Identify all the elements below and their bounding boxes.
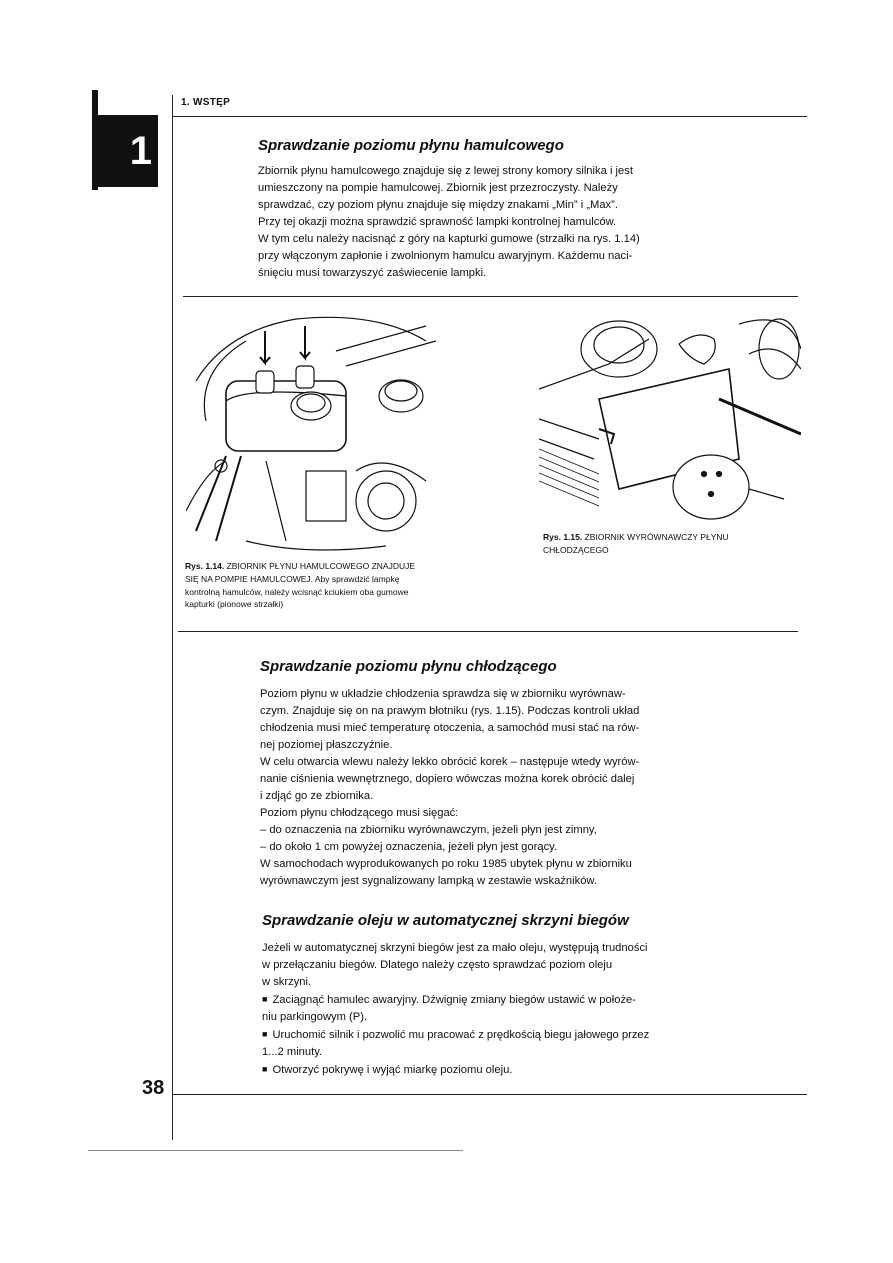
text-line: umieszczony na pompie hamulcowej. Zbiornik jest przezroczysty. Należy bbox=[258, 182, 618, 194]
text-line: w skrzyni. bbox=[262, 976, 312, 988]
text-line: czym. Znajduje się on na prawym błotniku (rys. 1.15). Podczas kontroli układ bbox=[260, 705, 640, 717]
text-line: ■ Otworzyć pokrywę i wyjąć miarkę poziomu oleju. bbox=[262, 1061, 726, 1079]
section-title-coolant: Sprawdzanie poziomu płynu chłodzącego bbox=[260, 658, 557, 675]
running-head: 1. WSTĘP bbox=[181, 97, 231, 108]
text-line: W samochodach wyprodukowanych po roku 1985 ubytek płynu w zbiorniku bbox=[260, 858, 632, 870]
text-line: ■ Uruchomić silnik i pozwolić mu pracować z prędkością biegu jałowego przez bbox=[262, 1026, 726, 1044]
text-line: nej poziomej płaszczyźnie. bbox=[260, 739, 393, 751]
coolant-text bbox=[260, 686, 726, 890]
brake-fluid-text bbox=[258, 163, 724, 282]
text-line: sprawdzać, czy poziom płynu znajduje się między znakami „Min” i „Max”. bbox=[258, 199, 618, 211]
text-line: i zdjąć go ze zbiornika. bbox=[260, 790, 374, 802]
text-line: przy włączonym zapłonie i zwolnionym hamulcu awaryjnym. Każdemu naci- bbox=[258, 250, 633, 262]
caption-lead: Rys. 1.14. bbox=[185, 561, 225, 571]
bottom-trim-rule bbox=[88, 1150, 463, 1151]
figure-caption-1-14 bbox=[185, 560, 475, 611]
caption-line bbox=[543, 531, 783, 544]
chapter-number: 1 bbox=[129, 128, 152, 173]
text-line: śnięciu musi towarzyszyć zaświecenie lampki. bbox=[258, 267, 487, 279]
header-rule bbox=[172, 116, 807, 117]
section-title-automatic-gearbox-oil: Sprawdzanie oleju w automatycznej skrzyni biegów bbox=[262, 912, 629, 929]
text-line: Poziom płynu w układzie chłodzenia sprawdza się w zbiorniku wyrównaw- bbox=[260, 688, 626, 700]
caption-line bbox=[185, 560, 475, 573]
list-item bbox=[262, 1026, 726, 1061]
caption-text: ZBIORNIK PŁYNU HAMULCOWEGO ZNAJDUJE bbox=[226, 561, 416, 571]
caption-lead: Rys. 1.15. bbox=[543, 532, 583, 542]
figure-caption-1-15 bbox=[543, 531, 783, 557]
figures-bottom-rule bbox=[178, 631, 798, 632]
text-line: – do oznaczenia na zbiorniku wyrównawczym, jeżeli płyn jest zimny, bbox=[260, 824, 597, 836]
footer-rule bbox=[172, 1094, 807, 1095]
brake-reservoir-illustration bbox=[185, 310, 459, 557]
text-line: wyrównawczym jest sygnalizowany lampką w zestawie wskaźników. bbox=[260, 875, 597, 887]
left-margin-rule bbox=[172, 95, 173, 1140]
text-line: Zbiornik płynu hamulcowego znajduje się z lewej strony komory silnika i jest bbox=[258, 165, 633, 177]
caption-line: kontrolną hamulców, należy wcisnąć kciukiem oba gumowe bbox=[185, 586, 409, 597]
text-line: W tym celu należy nacisnąć z góry na kapturki gumowe (strzałki na rys. 1.14) bbox=[258, 233, 640, 245]
caption-text: ZBIORNIK WYRÓWNAWCZY PŁYNU bbox=[584, 532, 729, 542]
coolant-reservoir-illustration bbox=[538, 308, 802, 525]
caption-line: kapturki (pionowe strzałki) bbox=[185, 599, 284, 610]
text-line: ■ Zaciągnąć hamulec awaryjny. Dźwignię zmiany biegów ustawić w położe- bbox=[262, 991, 726, 1009]
list-item bbox=[262, 991, 726, 1026]
figures-top-rule bbox=[183, 296, 798, 297]
text-line: Poziom płynu chłodzącego musi sięgać: bbox=[260, 807, 459, 819]
text-line: 1...2 minuty. bbox=[262, 1046, 323, 1058]
caption-line: CHŁODZĄCEGO bbox=[543, 544, 609, 555]
text-line: Przy tej okazji można sprawdzić sprawność lampki kontrolnej hamulców. bbox=[258, 216, 617, 228]
text-line: niu parkingowym (P). bbox=[262, 1011, 368, 1023]
chapter-tab bbox=[95, 115, 158, 187]
list-item bbox=[262, 1061, 726, 1079]
text-line: W celu otwarcia wlewu należy lekko obrócić korek – następuje wtedy wyrów- bbox=[260, 756, 640, 768]
text-line: nanie ciśnienia wewnętrznego, dopiero wówczas można korek obrócić dalej bbox=[260, 773, 635, 785]
text-line: chłodzenia musi mieć temperaturę otoczenia, a samochód musi stać na rów- bbox=[260, 722, 640, 734]
gearbox-oil-text bbox=[262, 940, 726, 1079]
page-number: 38 bbox=[142, 1077, 165, 1099]
text-line: w przełączaniu biegów. Dlatego należy często sprawdzać poziom oleju bbox=[262, 959, 613, 971]
text-line: – do około 1 cm powyżej oznaczenia, jeżeli płyn jest gorący. bbox=[260, 841, 558, 853]
caption-line: SIĘ NA POMPIE HAMULCOWEJ. Aby sprawdzić lampkę bbox=[185, 573, 400, 584]
instruction-list bbox=[262, 991, 726, 1079]
section-title-brake-fluid: Sprawdzanie poziomu płynu hamulcowego bbox=[258, 137, 564, 154]
text-line: Jeżeli w automatycznej skrzyni biegów jest za mało oleju, występują trudności bbox=[262, 942, 648, 954]
